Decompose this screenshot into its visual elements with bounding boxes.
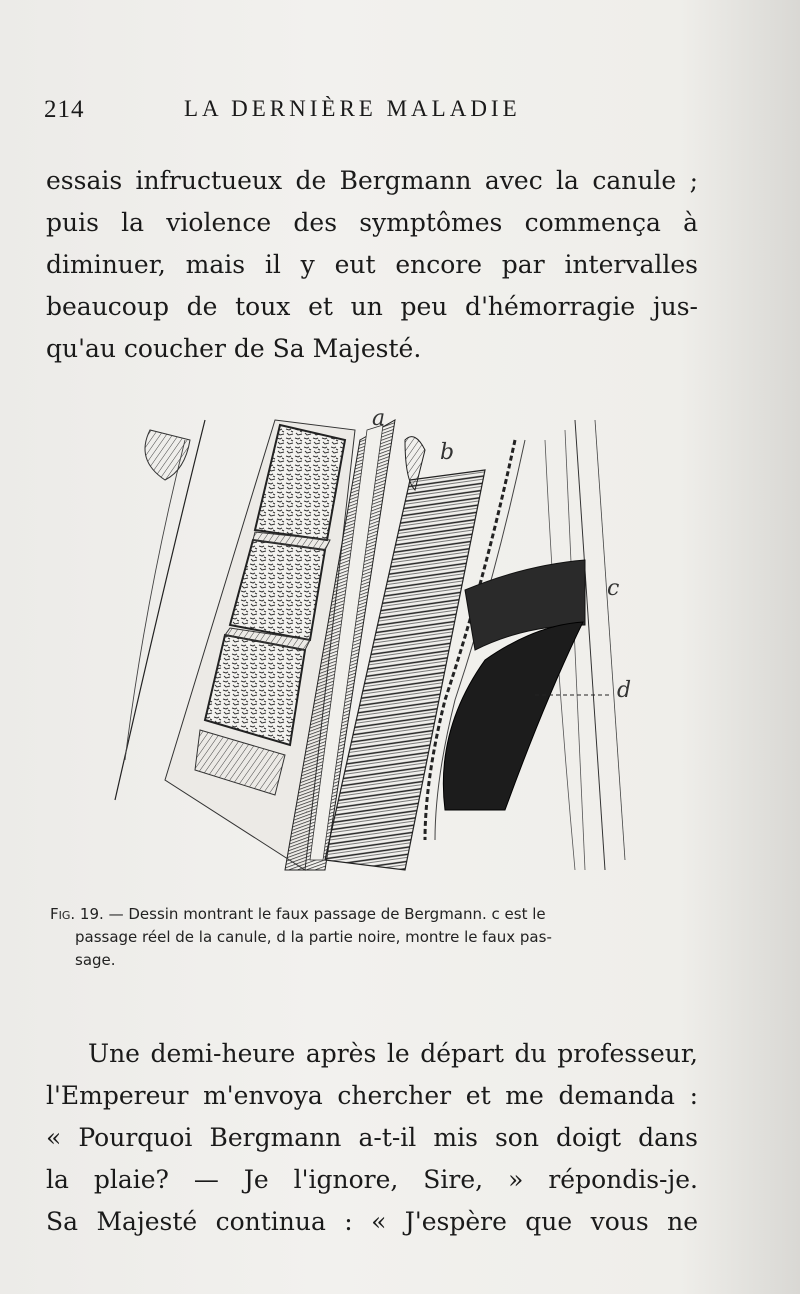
paragraph-bottom bbox=[46, 1033, 698, 1243]
figure-label-a: a bbox=[372, 406, 386, 431]
figure-caption bbox=[50, 903, 695, 972]
caption-line: passage réel de la canule, d la partie noire, montre le faux pas- bbox=[75, 928, 552, 946]
text-line: l'Empereur m'envoya chercher et me demanda : bbox=[46, 1081, 698, 1110]
page-header bbox=[44, 96, 704, 132]
figure-label-b: b bbox=[440, 440, 455, 465]
figure-label-c: c bbox=[607, 576, 620, 601]
paragraph-top bbox=[46, 160, 698, 370]
text-line: diminuer, mais il y eut encore par intervalles bbox=[46, 250, 698, 279]
text-line: essais infructueux de Bergmann avec la canule ; bbox=[46, 166, 698, 195]
caption-line bbox=[50, 903, 695, 926]
text-line: Une demi-heure après le départ du professeur, bbox=[88, 1039, 698, 1068]
text-line: la plaie? — Je l'ignore, Sire, » répondis-je. bbox=[46, 1165, 698, 1194]
text-line: puis la violence des symptômes commença à bbox=[46, 208, 698, 237]
text-line: beaucoup de toux et un peu d'hémorragie jus- bbox=[46, 292, 698, 321]
text-line: « Pourquoi Bergmann a-t-il mis son doigt dans bbox=[46, 1123, 698, 1152]
page-number: 214 bbox=[44, 96, 85, 123]
caption-text: — Dessin montrant le faux passage de Bergmann. c est le bbox=[108, 905, 546, 923]
caption-line: sage. bbox=[75, 951, 116, 969]
running-title: LA DERNIÈRE MALADIE bbox=[184, 96, 521, 121]
text-line: qu'au coucher de Sa Majesté. bbox=[46, 334, 422, 363]
anatomical-illustration bbox=[105, 400, 660, 875]
figure-number: Fig. 19. bbox=[50, 905, 104, 923]
text-line: Sa Majesté continua : « J'espère que vous ne bbox=[46, 1207, 698, 1236]
illustration-drawing bbox=[105, 400, 660, 875]
figure-label-d: d bbox=[617, 678, 632, 703]
